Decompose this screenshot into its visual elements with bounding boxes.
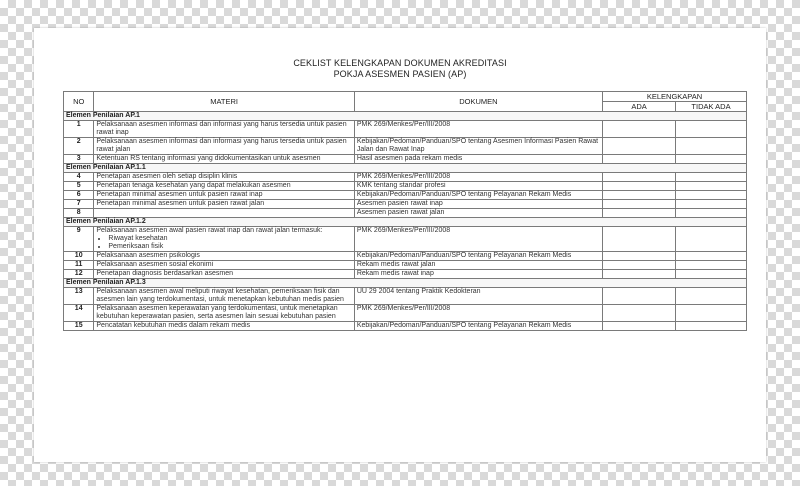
materi-text: Pelaksanaan asesmen sosial ekonimi	[96, 261, 214, 268]
dokumen-cell: KMK tentang standar profesi	[354, 182, 602, 191]
dokumen-cell: PMK 269/Menkes/Per/III/2008	[354, 173, 602, 182]
header-dokumen: DOKUMEN	[354, 92, 602, 112]
materi-cell	[94, 288, 354, 305]
ada-checkbox-cell[interactable]	[603, 182, 676, 191]
tidak-ada-checkbox-cell[interactable]	[676, 288, 747, 305]
dokumen-cell: Kebijakan/Pedoman/Panduan/SPO tentang Pelayanan Rekam Medis	[354, 191, 602, 200]
dokumen-cell: PMK 269/Menkes/Per/III/2008	[354, 305, 602, 322]
row-number: 10	[64, 252, 94, 261]
tidak-ada-checkbox-cell[interactable]	[676, 227, 747, 252]
dokumen-cell: UU 29 2004 tentang Praktik Kedokteran	[354, 288, 602, 305]
table-row	[64, 209, 747, 218]
materi-text: Penetapan diagnosis berdasarkan asesmen	[96, 270, 233, 277]
materi-text: Penetapan tenaga kesehatan yang dapat melakukan asesmen	[96, 182, 291, 189]
table-row	[64, 182, 747, 191]
materi-cell	[94, 191, 354, 200]
document-title: CEKLIST KELENGKAPAN DOKUMEN AKREDITASI	[293, 58, 507, 68]
materi-cell	[94, 155, 354, 164]
materi-text: Penetapan asesmen oleh setiap disiplin klinis	[96, 173, 238, 180]
document-page	[34, 28, 766, 462]
tidak-ada-checkbox-cell[interactable]	[676, 322, 747, 331]
materi-text: Penetapan minimal asesmen untuk pasien rawat jalan	[96, 200, 265, 207]
dokumen-cell: Hasil asesmen pada rekam medis	[354, 155, 602, 164]
header-tidak-ada: TIDAK ADA	[676, 102, 747, 112]
row-number: 15	[64, 322, 94, 331]
materi-text: Pelaksanaan asesmen informasi dan informasi yang harus tersedia untuk pasien rawat jalan	[96, 138, 347, 153]
materi-text: Pelaksanaan asesmen psikologis	[96, 252, 200, 259]
section-title: Elemen Penilaian AP.1	[64, 112, 747, 121]
row-number: 9	[64, 227, 94, 252]
section-title: Elemen Penilaian AP.1.1	[64, 164, 747, 173]
tidak-ada-checkbox-cell[interactable]	[676, 182, 747, 191]
table-row	[64, 155, 747, 164]
tidak-ada-checkbox-cell[interactable]	[676, 261, 747, 270]
materi-text: Penetapan minimal asesmen untuk pasien rawat inap	[96, 191, 263, 198]
materi-bullet: • Pemeriksaan fisik	[108, 243, 351, 251]
tidak-ada-checkbox-cell[interactable]	[676, 191, 747, 200]
materi-cell	[94, 270, 354, 279]
materi-text: Pencatatan kebutuhan medis dalam rekam medis	[96, 322, 251, 329]
ada-checkbox-cell[interactable]	[603, 191, 676, 200]
section-row	[64, 218, 747, 227]
materi-cell	[94, 209, 354, 218]
materi-bullet: • Riwayat kesehatan	[108, 235, 351, 243]
ada-checkbox-cell[interactable]	[603, 288, 676, 305]
row-number: 11	[64, 261, 94, 270]
materi-cell	[94, 200, 354, 209]
tidak-ada-checkbox-cell[interactable]	[676, 173, 747, 182]
materi-cell	[94, 182, 354, 191]
materi-cell	[94, 138, 354, 155]
table-row	[64, 200, 747, 209]
table-row	[64, 227, 747, 252]
tidak-ada-checkbox-cell[interactable]	[676, 138, 747, 155]
row-number: 8	[64, 209, 94, 218]
dokumen-cell: PMK 269/Menkes/Per/III/2008	[354, 227, 602, 252]
dokumen-cell: Kebijakan/Pedoman/Panduan/SPO tentang Pelayanan Rekam Medis	[354, 252, 602, 261]
row-number: 6	[64, 191, 94, 200]
materi-cell	[94, 121, 354, 138]
row-number: 5	[64, 182, 94, 191]
tidak-ada-checkbox-cell[interactable]	[676, 121, 747, 138]
table-row	[64, 173, 747, 182]
materi-text: Pelaksanaan asesmen informasi dan informasi yang harus tersedia untuk pasien rawat inap	[96, 121, 347, 136]
dokumen-cell: PMK 269/Menkes/Per/III/2008	[354, 121, 602, 138]
tidak-ada-checkbox-cell[interactable]	[676, 252, 747, 261]
ada-checkbox-cell[interactable]	[603, 200, 676, 209]
tidak-ada-checkbox-cell[interactable]	[676, 305, 747, 322]
dokumen-cell: Asesmen pasien rawat jalan	[354, 209, 602, 218]
materi-bullet-list	[96, 235, 351, 251]
row-number: 7	[64, 200, 94, 209]
materi-cell	[94, 173, 354, 182]
table-body	[64, 112, 747, 331]
table-row	[64, 288, 747, 305]
materi-text: Pelaksanaan asesmen awal meliputi riwayat kesehatan, pemeriksaan fisik dan asesmen lain yang terdokumentasi, untuk menetapkan kebutuhan medis pasien	[96, 288, 344, 303]
table-row	[64, 252, 747, 261]
ada-checkbox-cell[interactable]	[603, 138, 676, 155]
tidak-ada-checkbox-cell[interactable]	[676, 209, 747, 218]
ada-checkbox-cell[interactable]	[603, 121, 676, 138]
section-row	[64, 164, 747, 173]
row-number: 4	[64, 173, 94, 182]
document-subtitle: POKJA ASESMEN PASIEN (AP)	[333, 69, 467, 79]
table-row	[64, 191, 747, 200]
materi-text: Pelaksanaan asesmen awal pasien rawat inap dan rawat jalan termasuk:	[96, 227, 323, 234]
materi-cell	[94, 305, 354, 322]
tidak-ada-checkbox-cell[interactable]	[676, 155, 747, 164]
ada-checkbox-cell[interactable]	[603, 173, 676, 182]
row-number: 14	[64, 305, 94, 322]
checklist-table	[63, 91, 747, 331]
table-row	[64, 138, 747, 155]
row-number: 3	[64, 155, 94, 164]
row-number: 2	[64, 138, 94, 155]
section-row	[64, 279, 747, 288]
dokumen-cell: Rekam medis rawat jalan	[354, 261, 602, 270]
ada-checkbox-cell[interactable]	[603, 155, 676, 164]
header-materi: MATERI	[94, 92, 354, 112]
table-row	[64, 305, 747, 322]
ada-checkbox-cell[interactable]	[603, 227, 676, 252]
row-number: 13	[64, 288, 94, 305]
materi-cell	[94, 252, 354, 261]
tidak-ada-checkbox-cell[interactable]	[676, 270, 747, 279]
table-row	[64, 121, 747, 138]
materi-cell	[94, 261, 354, 270]
ada-checkbox-cell[interactable]	[603, 305, 676, 322]
ada-checkbox-cell[interactable]	[603, 322, 676, 331]
table-row	[64, 270, 747, 279]
materi-text: Pelaksanaan asesmen keperawatan yang terdokumentasi, untuk menetapkan kebutuhan keperawatan pasien, serta asesmen lain sesuai kebutuhan pasien	[96, 305, 338, 320]
header-ada: ADA	[603, 102, 676, 112]
section-row	[64, 112, 747, 121]
ada-checkbox-cell[interactable]	[603, 270, 676, 279]
table-row	[64, 261, 747, 270]
row-number: 12	[64, 270, 94, 279]
dokumen-cell: Kebijakan/Pedoman/Panduan/SPO tentang Asesmen Informasi Pasien Rawat Jalan dan Rawat Inap	[354, 138, 602, 155]
materi-text: Ketentuan RS tentang informasi yang didokumentasikan untuk asesmen	[96, 155, 321, 162]
ada-checkbox-cell[interactable]	[603, 209, 676, 218]
dokumen-cell: Kebijakan/Pedoman/Panduan/SPO tentang Pelayanan Rekam Medis	[354, 322, 602, 331]
row-number: 1	[64, 121, 94, 138]
section-title: Elemen Penilaian AP.1.3	[64, 279, 747, 288]
materi-cell	[94, 322, 354, 331]
header-no: NO	[64, 92, 94, 112]
dokumen-cell: Asesmen pasien rawat inap	[354, 200, 602, 209]
tidak-ada-checkbox-cell[interactable]	[676, 200, 747, 209]
ada-checkbox-cell[interactable]	[603, 261, 676, 270]
section-title: Elemen Penilaian AP.1.2	[64, 218, 747, 227]
ada-checkbox-cell[interactable]	[603, 252, 676, 261]
dokumen-cell: Rekam medis rawat inap	[354, 270, 602, 279]
header-kelengkapan: KELENGKAPAN	[603, 92, 747, 102]
table-row	[64, 322, 747, 331]
materi-cell	[94, 227, 354, 252]
